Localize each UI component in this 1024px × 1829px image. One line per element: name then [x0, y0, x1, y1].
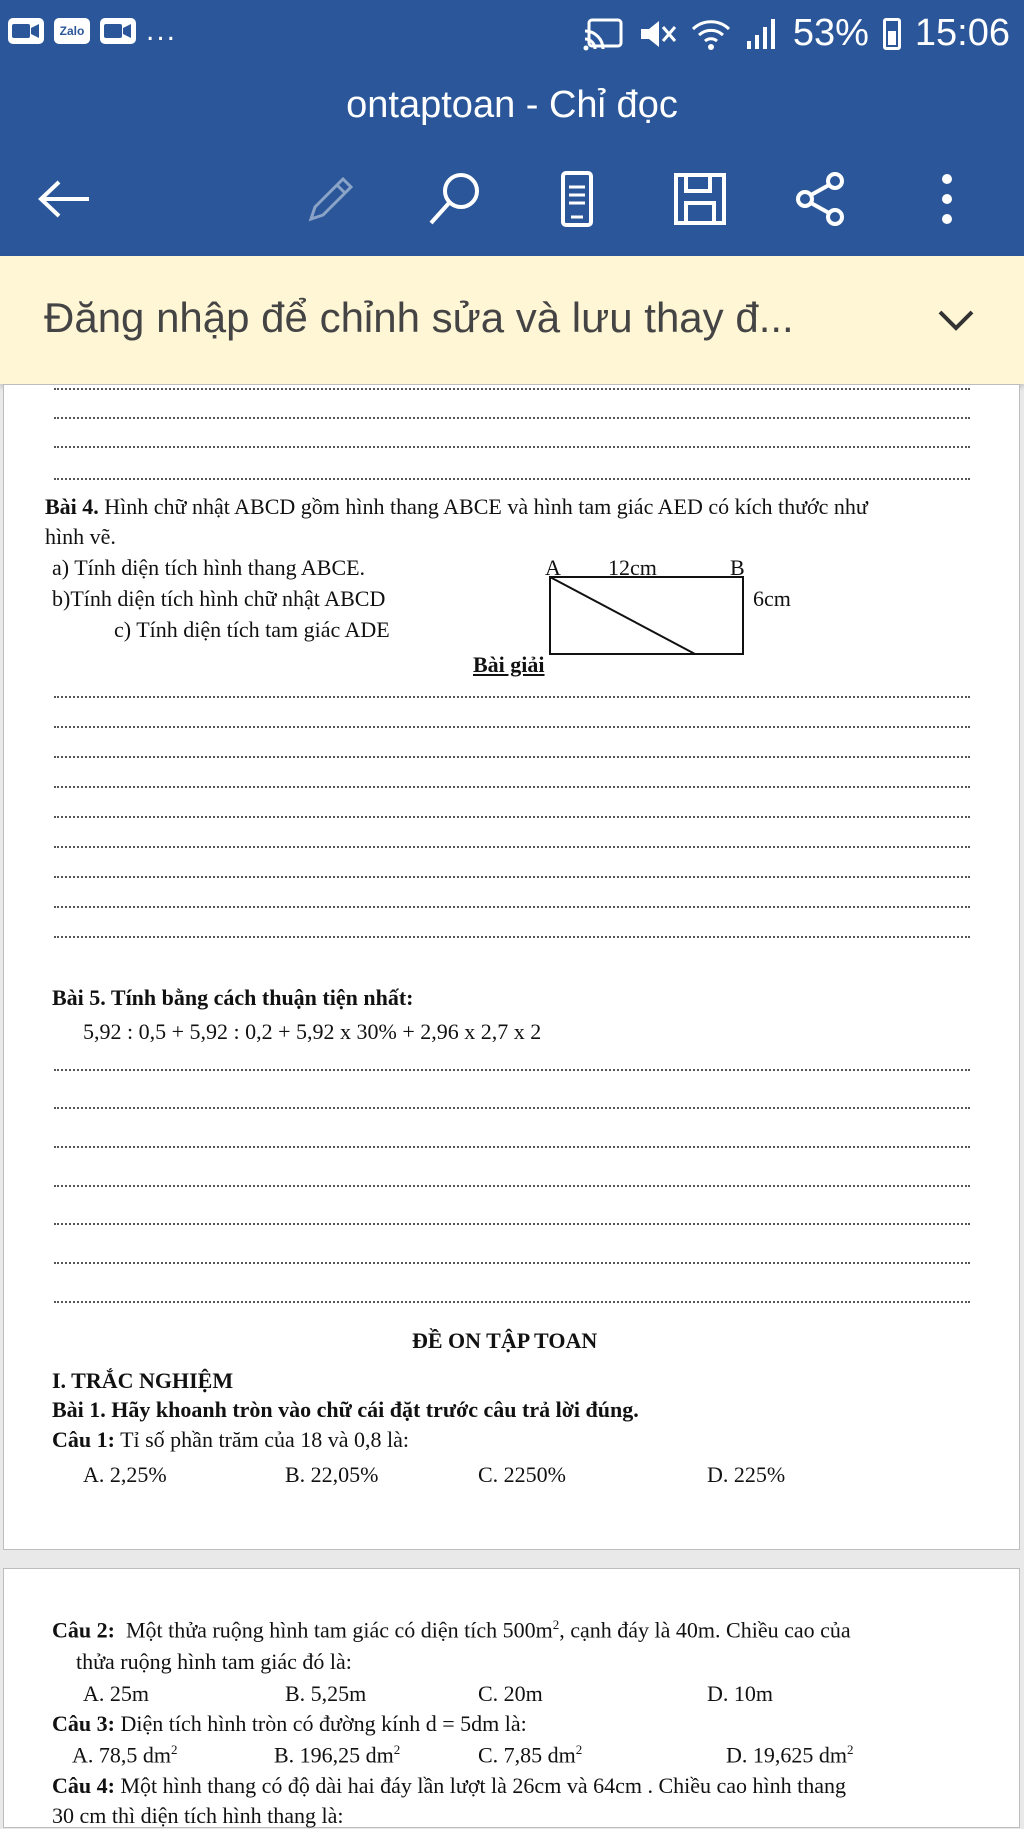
answer-line [54, 1262, 970, 1264]
bai4-heading-cont: hình vẽ. [45, 524, 116, 549]
answer-line [54, 696, 970, 698]
bai1-heading: Bài 1. Hãy khoanh tròn vào chữ cái đặt trước câu trả lời đúng. [52, 1397, 639, 1422]
unit-sup: 2 [393, 1742, 401, 1757]
cau4-question-cont: 30 cm thì diện tích hình thang là: [52, 1803, 344, 1828]
answer-line [54, 726, 970, 728]
cau3-option-a-text: A. 78,5 dm [72, 1742, 171, 1768]
cau3-option-b-text: B. 196,25 dm [274, 1742, 394, 1768]
search-icon [425, 169, 485, 229]
cau3-option-a [72, 1742, 178, 1768]
cau4-label: Câu 4: [52, 1773, 115, 1798]
app-toolbar [0, 76, 1024, 256]
cau1-question [52, 1427, 409, 1453]
back-button[interactable] [30, 164, 100, 234]
video-icon [8, 18, 44, 44]
bai4-part-a: a) Tính diện tích hình thang ABCE. [52, 555, 366, 580]
pencil-icon [303, 171, 359, 227]
answer-line [54, 417, 970, 419]
cau2-question-cont: thửa ruộng hình tam giác đó là: [76, 1649, 352, 1674]
figure-top-length: 12cm [608, 555, 657, 580]
cau2-option-c: C. 20m [478, 1681, 543, 1706]
document-title: ontaptoan - Chỉ đọc [346, 84, 678, 126]
answer-line [54, 846, 970, 848]
solution-label: Bài giải [473, 652, 545, 677]
bai5-heading: Bài 5. Tính bằng cách thuận tiện nhất: [52, 985, 414, 1010]
more-options-button[interactable] [912, 164, 982, 234]
cau1-option-b: B. 22,05% [285, 1462, 379, 1487]
save-icon [672, 171, 728, 227]
answer-line [54, 1069, 970, 1071]
cau3-question [52, 1711, 527, 1737]
bai4-part-b: b)Tính diện tích hình chữ nhật ABCD [52, 586, 386, 611]
answer-line [54, 478, 970, 480]
cau1-text: Tỉ số phần trăm của 18 và 0,8 là: [120, 1427, 410, 1452]
rectangle-figure [549, 576, 747, 658]
save-button[interactable] [665, 164, 735, 234]
answer-line [54, 786, 970, 788]
status-bar [0, 0, 1024, 76]
bai5-expression: 5,92 : 0,5 + 5,92 : 0,2 + 5,92 x 30% + 2,96 x 2,7 x 2 [83, 1019, 542, 1044]
cau3-text: Diện tích hình tròn có đường kính d = 5dm là: [120, 1711, 527, 1736]
cau2-option-d: D. 10m [707, 1681, 773, 1706]
cau4-question [52, 1773, 846, 1799]
document-page [3, 384, 1020, 1550]
cau1-option-a: A. 2,25% [83, 1462, 167, 1487]
battery-percent: 53% [792, 12, 869, 54]
cau2-question [52, 1617, 851, 1643]
unit-sup: 2 [171, 1742, 178, 1757]
unit-sup: 2 [847, 1742, 854, 1757]
cau2-sup: 2 [552, 1617, 560, 1632]
cau4-text: Một hình thang có độ dài hai đáy lần lượt là 26cm và 64cm . Chiều cao hình thang [120, 1773, 847, 1798]
cau1-option-c: C. 2250% [478, 1462, 566, 1487]
answer-line [54, 1223, 970, 1225]
answer-line [54, 936, 970, 938]
arrow-left-icon [37, 179, 93, 219]
more-vertical-icon [937, 171, 957, 227]
zalo-label: Zalo [59, 24, 85, 38]
section-title: ĐỀ ON TẬP TOAN [412, 1328, 598, 1353]
cau1-option-d: D. 225% [707, 1462, 786, 1487]
video-icon [100, 18, 136, 44]
figure-label-a: A [545, 555, 561, 580]
cau2-option-a: A. 25m [83, 1681, 149, 1706]
zalo-icon [54, 18, 90, 44]
answer-line [54, 756, 970, 758]
cau2-label: Câu 2: [52, 1617, 115, 1643]
unit-sup: 2 [575, 1742, 583, 1757]
answer-line [54, 876, 970, 878]
cau2-text: Một thửa ruộng hình tam giác có diện tích 500m [125, 1617, 553, 1643]
mute-icon [639, 17, 677, 51]
cau3-label: Câu 3: [52, 1711, 115, 1736]
bai4-heading [45, 494, 868, 520]
sign-in-banner[interactable] [0, 256, 1024, 384]
mobile-view-button[interactable] [542, 164, 612, 234]
answer-line [54, 1185, 970, 1187]
answer-line [54, 1301, 970, 1303]
cau3-option-d [726, 1742, 854, 1768]
answer-line [54, 1146, 970, 1148]
share-button[interactable] [786, 164, 856, 234]
cau2-option-b: B. 5,25m [285, 1681, 367, 1706]
search-button[interactable] [420, 164, 490, 234]
cau3-option-b [274, 1742, 400, 1768]
clock: 15:06 [914, 12, 1010, 54]
document-page [3, 1568, 1020, 1828]
bai4-label: Bài 4. [45, 494, 99, 519]
bai4-part-c: c) Tính diện tích tam giác ADE [114, 617, 390, 642]
bai4-text: Hình chữ nhật ABCD gồm hình thang ABCE và hình tam giác AED có kích thước như [104, 494, 868, 519]
cau3-option-c-text: C. 7,85 dm [478, 1742, 576, 1768]
battery-icon [883, 18, 901, 50]
cau2-text-post: , cạnh đáy là 40m. Chiều cao của [559, 1617, 851, 1643]
signal-icon [745, 17, 779, 51]
more-notifications: ... [146, 14, 178, 47]
answer-line [54, 1107, 970, 1109]
edit-button[interactable] [296, 164, 366, 234]
cau3-option-d-text: D. 19,625 dm [726, 1742, 847, 1768]
answer-line [54, 388, 970, 390]
system-status [583, 12, 1010, 55]
notification-icons [8, 14, 178, 47]
figure-label-b: B [730, 555, 745, 580]
part-title: I. TRẮC NGHIỆM [52, 1368, 234, 1393]
answer-line [54, 906, 970, 908]
cau3-option-c [478, 1742, 582, 1768]
mobile-view-icon [557, 169, 597, 229]
cast-icon [583, 17, 625, 51]
cau1-label: Câu 1: [52, 1427, 115, 1452]
share-icon [793, 171, 849, 227]
figure-side-length: 6cm [753, 586, 791, 611]
sign-in-banner-text: Đăng nhập để chỉnh sửa và lưu thay đ... [44, 294, 794, 341]
wifi-icon [691, 17, 731, 51]
answer-line [54, 446, 970, 448]
chevron-down-icon[interactable] [932, 296, 980, 344]
answer-line [54, 816, 970, 818]
